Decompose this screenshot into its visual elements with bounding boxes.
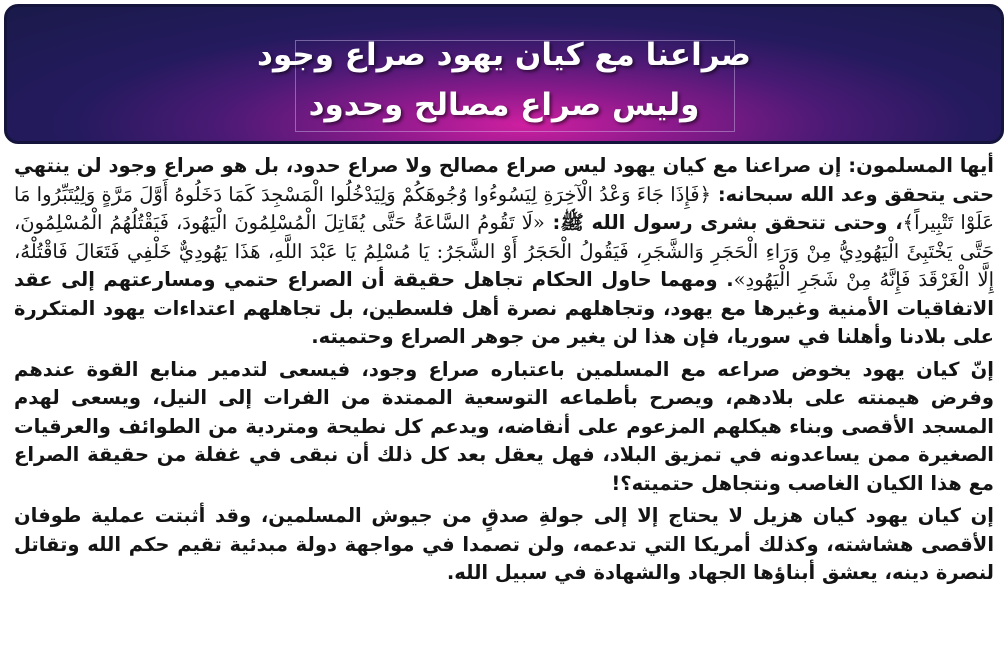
quran-verse: ﴿فَإِذَا جَاءَ وَعْدُ الْآخِرَةِ لِيَسُوءُوا وُجُوهَكُمْ وَلِيَدْخُلُوا الْمَسْجِدَ كَمَا دَخَلُوهُ أَوَّلَ مَرَّةٍ وَلِيُتَبِّرُوا مَا عَلَوْا تَتْبِيراً﴾ [14, 182, 994, 234]
article-body [14, 152, 994, 588]
paragraph-1-intro: أيها المسلمون: إن صراعنا مع كيان يهود ليس صراع مصالح ولا صراع حدود، بل هو صراع وجود لن ينتهي حتى يتحقق وعد الله سبحانه: [14, 154, 994, 206]
paragraph-1-mid: ، وحتى تتحقق بشرى رسول الله ﷺ: [544, 211, 903, 234]
title-line-1: صراعنا مع كيان يهود صراع وجود [257, 37, 751, 73]
hadith-quote: «لَا تَقُومُ السَّاعَةُ حَتَّى يُقَاتِلَ الْمُسْلِمُونَ الْيَهُودَ، فَيَقْتُلُهُمُ الْمُسْلِمُونَ، حَتَّى يَخْتَبِئَ الْيَهُودِيُّ مِنْ وَرَاءِ الْحَجَرِ وَالشَّجَرِ، فَيَقُولُ الْحَجَرُ أَوْ الشَّجَرُ: يَا مُسْلِمُ يَا عَبْدَ اللَّهِ، هَذَا يَهُودِيٌّ خَلْفِي فَتَعَالَ فَاقْتُلْهُ، إِلَّا الْغَرْقَدَ فَإِنَّهُ مِنْ شَجَرِ الْيَهُودِ» [14, 211, 994, 291]
paragraph-3: إن كيان يهود كيان هزيل لا يحتاج إلا إلى جولةِ صدقٍ من جيوش المسلمين، وقد أثبتت عملية طوفان الأقصى هشاشته، وكذلك أمريكا التي تدعمه، ولن تصمدا في مواجهة دولة مبدئية تقيم حكم الله وتقاتل لنصرة دينه، يعشق أبناؤها الجهاد والشهادة في سبيل الله. [14, 504, 994, 584]
paragraph-2: إنّ كيان يهود يخوض صراعه مع المسلمين باعتباره صراع وجود، فيسعى لتدمير منابع القوة عندهم وفرض هيمنته على بلادهم، ويصرح بأطماعه التوسعية الممتدة من الفرات إلى النيل، ويسعى لهدم المسجد الأقصى وبناء هيكلهم المزعوم على أنقاضه، ويدعم كل نطيحة ومتردية من الطوائف والعرقيات الصغيرة ممن يساعدونه في تمزيق البلاد، فهل يعقل بعد كل ذلك أن نبقى في غفلة من حقيقة الصراع مع هذا الكيان الغاصب ونتجاهل حتميته؟! [14, 357, 994, 495]
title-line-2: وليس صراع مصالح وحدود [308, 87, 700, 123]
paragraph-1-end: . ومهما حاول الحكام تجاهل حقيقة أن الصراع حتمي ومسارعتهم إلى عقد الاتفاقيات الأمنية وغيرها مع يهود، وتجاهلهم نصرة أهل فلسطين، بل تجاهلهم اعتداءات يهود المتكررة على بلادنا وأهلنا في سوريا، فإن هذا لن يغير من جوهر الصراع وحتميته. [14, 268, 994, 348]
title-banner [4, 4, 1004, 144]
paragraph-1 [14, 152, 994, 352]
